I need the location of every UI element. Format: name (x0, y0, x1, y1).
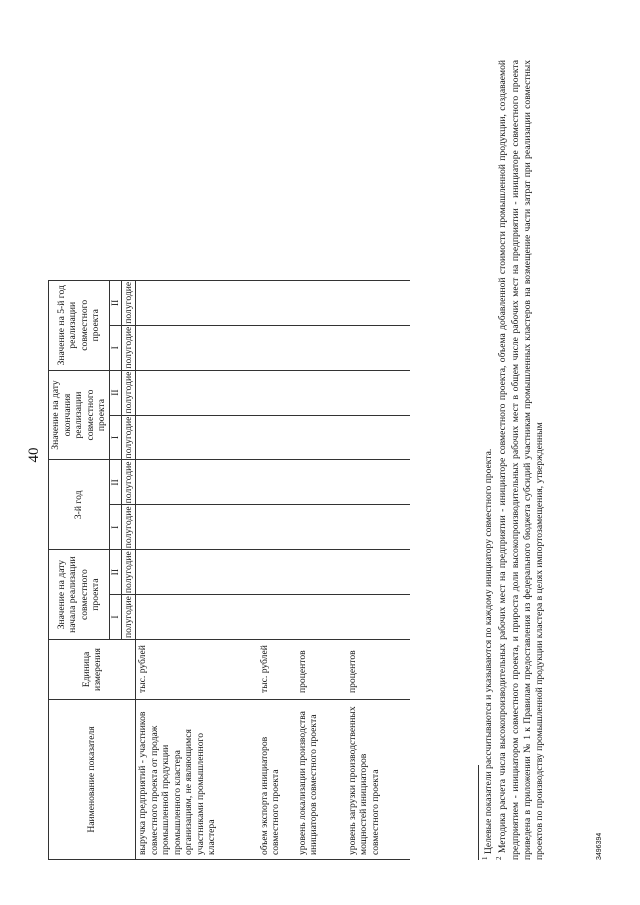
header-group-year5: Значение на 5-й год реализации совместного проекта (49, 280, 110, 370)
row-name: объем экспорта инициаторов совместного проекта (258, 700, 296, 860)
half-label: II (109, 460, 122, 505)
footnote-1: $^1$ Целевые показатели рассчитываются и указываются по каждому инициатору совместного проекта. (481, 448, 495, 860)
half-word: полугодие (122, 506, 134, 549)
table-row (346, 280, 410, 859)
table-row (296, 280, 346, 859)
row-unit: тыс. рублей (258, 640, 296, 700)
half-label: II (109, 370, 122, 415)
half-label: I (109, 325, 122, 370)
half-word: полугодие (122, 281, 134, 324)
half-word: полугодие (122, 461, 134, 504)
header-unit: Единица измерения (49, 640, 136, 700)
half-label: I (109, 595, 122, 640)
row-name: выручка предприятий - участников совместного проекта от продаж промышленной продукции промышленного кластера организациям, не являющимся участниками промышленного кластера (136, 700, 258, 860)
row-unit: процентов (296, 640, 346, 700)
row-unit: процентов (346, 640, 410, 700)
half-word: полугодие (122, 326, 134, 369)
row-name: уровень загрузки производственных мощностей инициаторов совместного проекта (346, 700, 410, 860)
header-group-start: Значение на дату начала реализации совместного проекта (49, 550, 110, 640)
footnote-2: $^2$ Методика расчета числа высокопроизводительных рабочих мест на предприятии - инициаторе совместного проекта, объема добавленной стоимости промышленной продукции, создаваемой предприятием - инициатором совместного проекта, и прироста доли высокопроизводительных рабочих мест в общем числе рабочих мест на предприятии - инициаторе совместного проекта приведена в приложении № 1 к Правилам предоставления из федерального бюджета субсидий участникам промышленных кластеров на возмещение части затрат при реализации совместных проектов по производству промышленной продукции кластера в целях импортозамещения, утвержденным (495, 60, 545, 860)
half-word: полугодие (122, 596, 134, 638)
half-word: полугодие (122, 416, 134, 459)
footnotes (481, 60, 546, 860)
indicators-table (48, 280, 410, 860)
document-code: 3496394 (596, 832, 603, 860)
half-label: II (109, 280, 122, 325)
half-label: I (109, 415, 122, 460)
header-group-end: Значение на дату окончания реализации совместного проекта (49, 370, 110, 460)
half-label: II (109, 550, 122, 595)
rotated-content (18, 20, 618, 880)
table-row (258, 280, 296, 859)
footnote-separator (478, 765, 479, 860)
row-unit: тыс. рублей (136, 640, 258, 700)
row-name: уровень локализации производства инициаторов совместного проекта (296, 700, 346, 860)
header-group-year3: 3-й год (49, 460, 110, 550)
table-row (136, 280, 258, 859)
half-label: I (109, 505, 122, 550)
page-number: 40 (26, 447, 42, 463)
half-word: полугодие (122, 371, 134, 414)
half-word: полугодие (122, 551, 134, 594)
header-name: Наименование показателя (49, 700, 136, 860)
